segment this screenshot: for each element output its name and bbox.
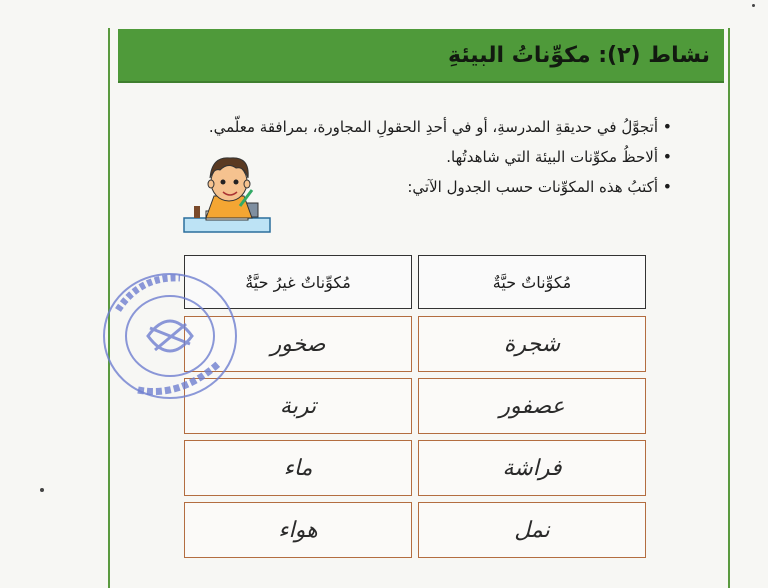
institution-stamp <box>100 266 240 408</box>
answer-nonliving-4[interactable]: هواء <box>184 502 412 558</box>
stamp-text <box>0 0 1 1</box>
answer-nonliving-3[interactable]: ماء <box>184 440 412 496</box>
answer-living-1[interactable]: شجرة <box>418 316 646 372</box>
boy-writing-illustration <box>180 148 274 238</box>
answer-nonliving-2[interactable]: تربة <box>184 378 412 434</box>
answer-living-4[interactable]: نمل <box>418 502 646 558</box>
scan-speck <box>752 4 755 7</box>
activity-header-bar <box>118 29 724 83</box>
instruction-item: • ألاحظُ مكوِّنات البيئة التي شاهدتُها. <box>112 142 672 172</box>
table-header-living: مُكوِّناتٌ حيَّةٌ <box>418 255 646 309</box>
answer-nonliving-1[interactable]: صخور <box>184 316 412 372</box>
activity-title: نشاط (٢): مكوِّناتُ البيئةِ <box>447 43 710 68</box>
table-header-nonliving: مُكوِّناتٌ غيرُ حيَّةٌ <box>184 255 412 309</box>
instruction-item: • أتجوَّلُ في حديقةِ المدرسةِ، أو في أحدِ الحقولِ المجاورة، بمرافقة معلّمي. <box>112 112 672 142</box>
answer-living-2[interactable]: عصفور <box>418 378 646 434</box>
instruction-item: • أكتبُ هذه المكوِّنات حسب الجدول الآتي: <box>112 172 672 202</box>
scan-speck <box>40 488 44 492</box>
answer-living-3[interactable]: فراشة <box>418 440 646 496</box>
